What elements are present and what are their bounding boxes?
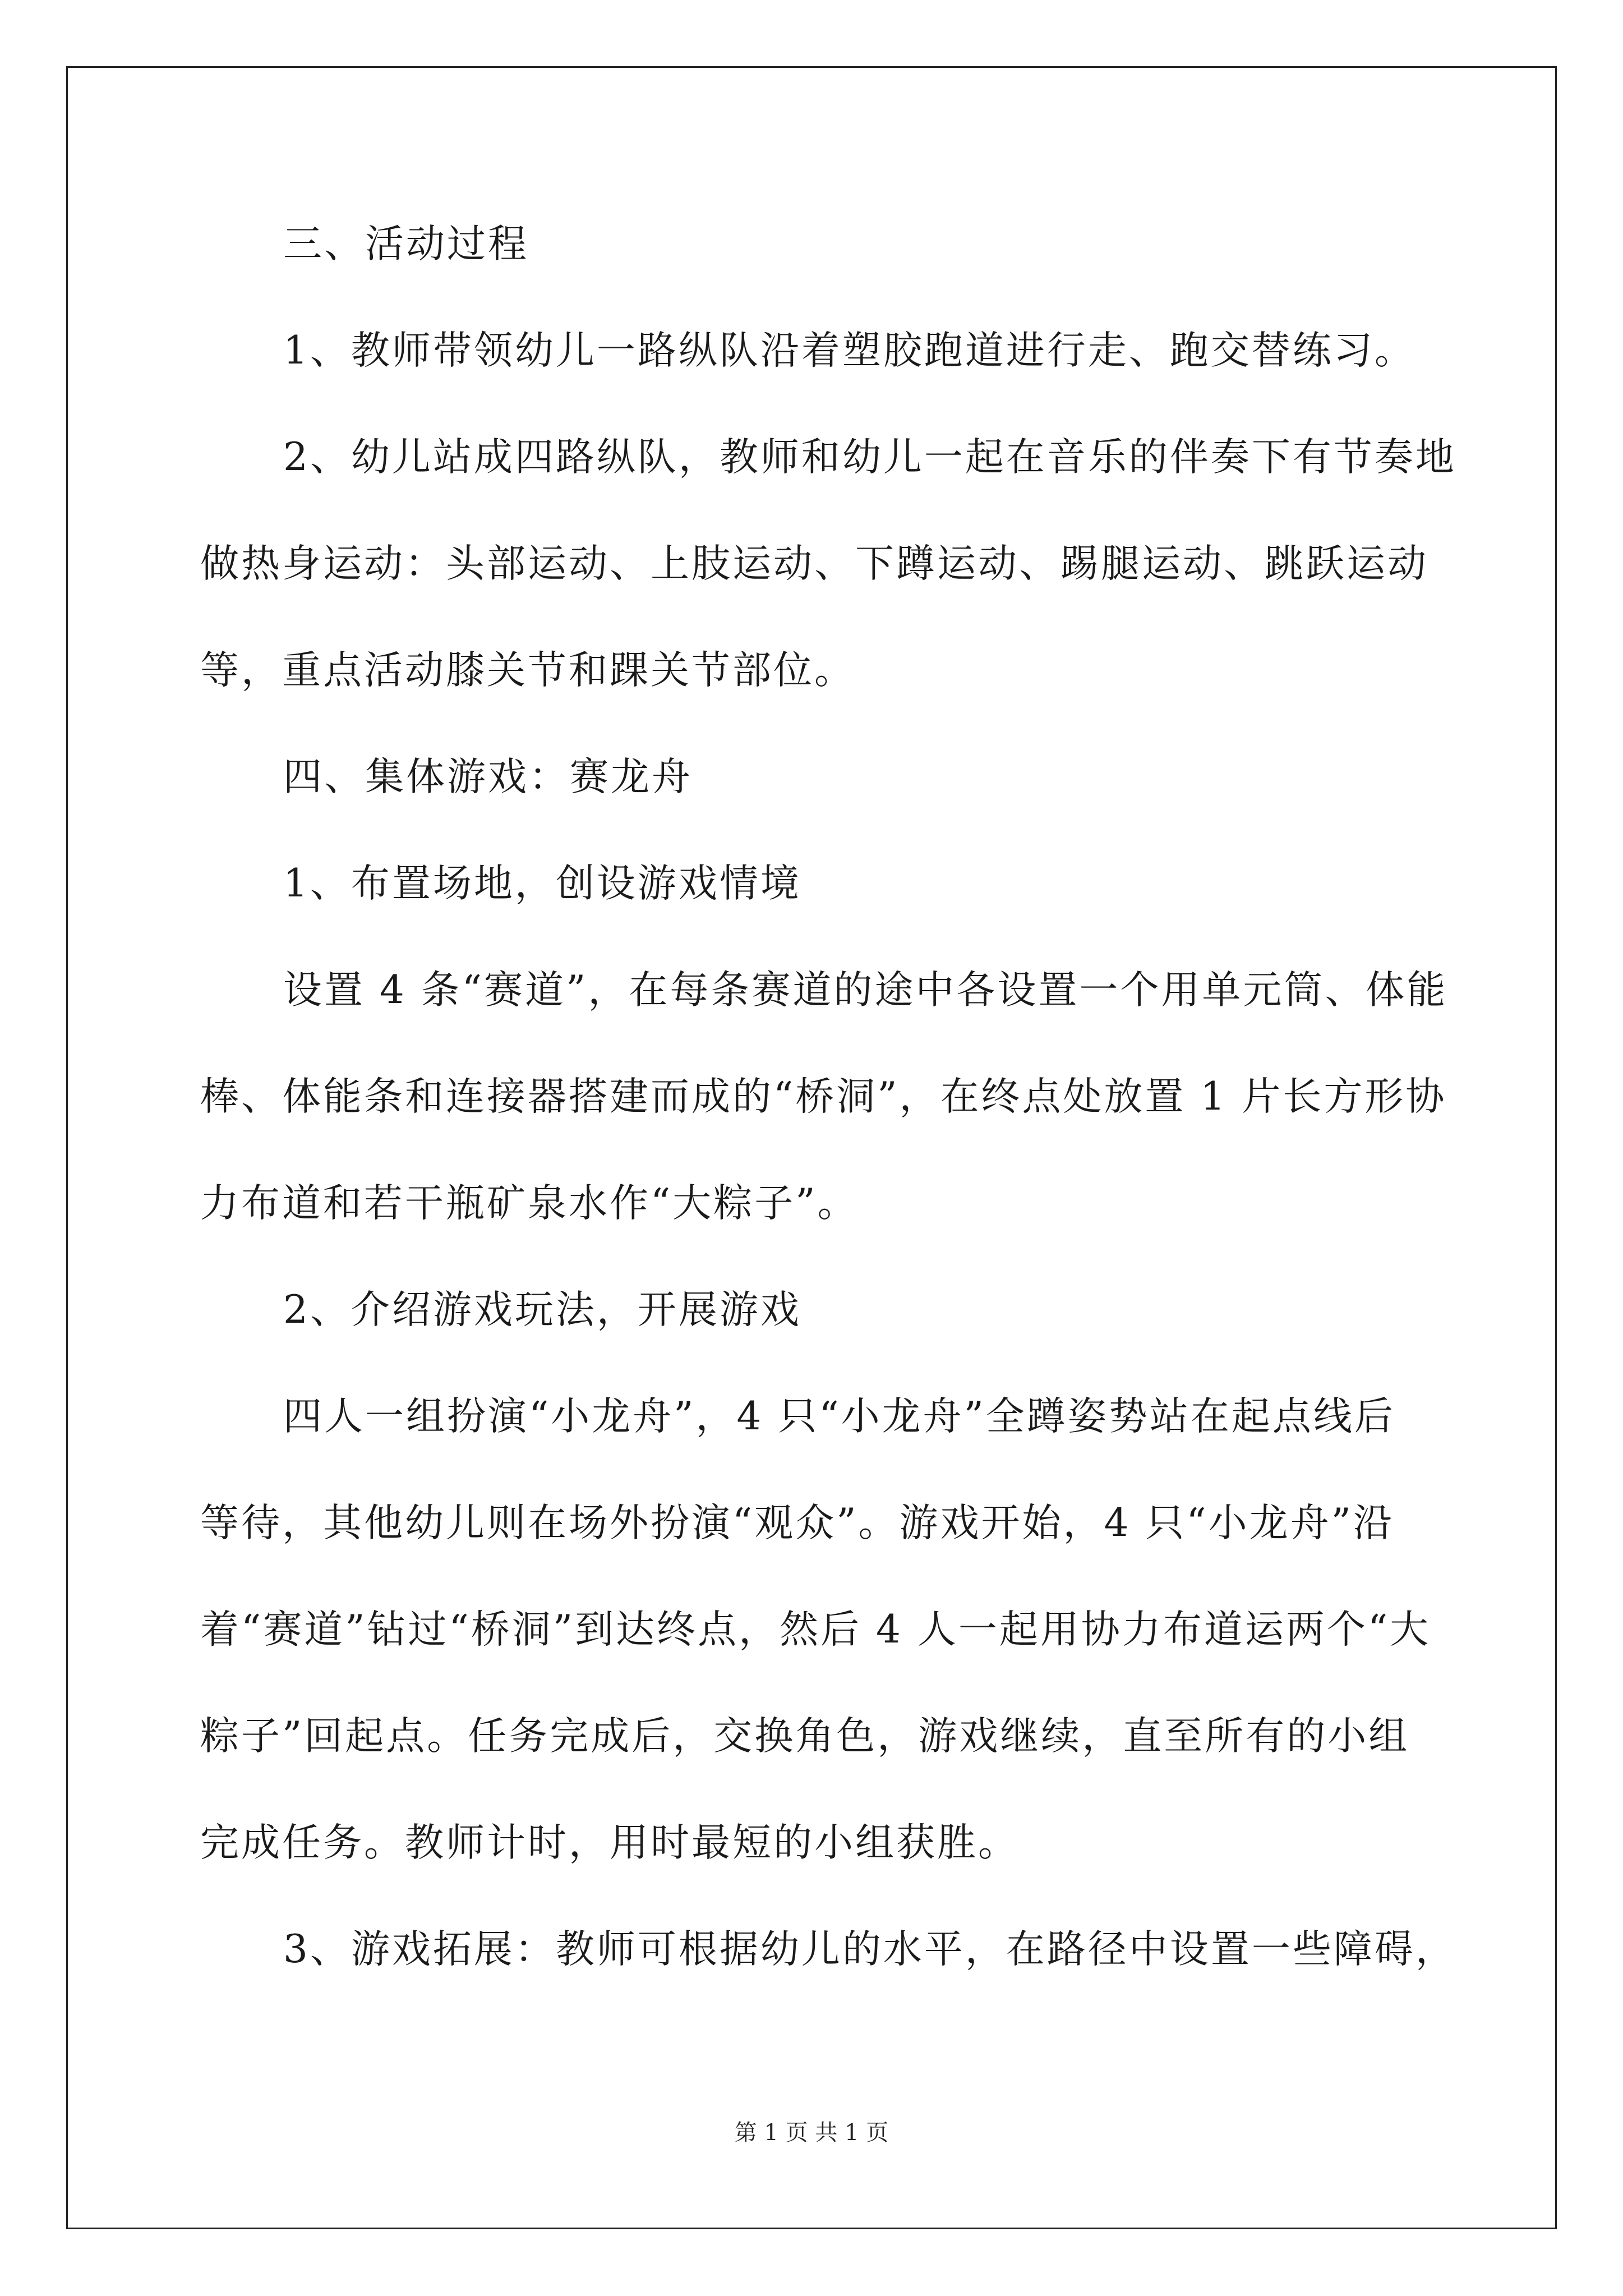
paragraph-line: 着“赛道”钻过“桥洞”到达终点，然后 4 人一起用协力布道运两个“大	[200, 1607, 1431, 1652]
paragraph-line: 设置 4 条“赛道”，在每条赛道的途中各设置一个用单元筒、体能	[283, 968, 1448, 1013]
paragraph-line: 3、游戏拓展：教师可根据幼儿的水平，在路径中设置一些障碍，	[283, 1927, 1456, 1972]
page-border	[66, 66, 1557, 2229]
paragraph-line: 力布道和若干瓶矿泉水作“大粽子”。	[200, 1181, 859, 1226]
paragraph-line: 粽子”回起点。任务完成后，交换角色，游戏继续，直至所有的小组	[200, 1714, 1410, 1759]
subheading-rules: 2、介绍游戏玩法，开展游戏	[283, 1287, 801, 1332]
heading-group-game: 四、集体游戏：赛龙舟	[283, 754, 693, 799]
paragraph-line: 等，重点活动膝关节和踝关节部位。	[200, 648, 855, 693]
paragraph-line: 等待，其他幼儿则在场外扮演“观众”。游戏开始，4 只“小龙舟”沿	[200, 1501, 1394, 1545]
paragraph-line: 做热身运动：头部运动、上肢运动、下蹲运动、踢腿运动、跳跃运动	[200, 541, 1428, 586]
paragraph-line: 2、幼儿站成四路纵队，教师和幼儿一起在音乐的伴奏下有节奏地	[283, 435, 1456, 480]
page-number-footer: 第 1 页 共 1 页	[734, 2120, 889, 2146]
paragraph-line: 1、教师带领幼儿一路纵队沿着塑胶跑道进行走、跑交替练习。	[283, 328, 1415, 373]
paragraph-line: 棒、体能条和连接器搭建而成的“桥洞”，在终点处放置 1 片长方形协	[200, 1074, 1447, 1119]
paragraph-line: 完成任务。教师计时，用时最短的小组获胜。	[200, 1820, 1019, 1865]
subheading-setup: 1、布置场地，创设游戏情境	[283, 861, 801, 906]
heading-activity-process: 三、活动过程	[283, 222, 529, 266]
paragraph-line: 四人一组扮演“小龙舟”，4 只“小龙舟”全蹲姿势站在起点线后	[283, 1394, 1395, 1439]
